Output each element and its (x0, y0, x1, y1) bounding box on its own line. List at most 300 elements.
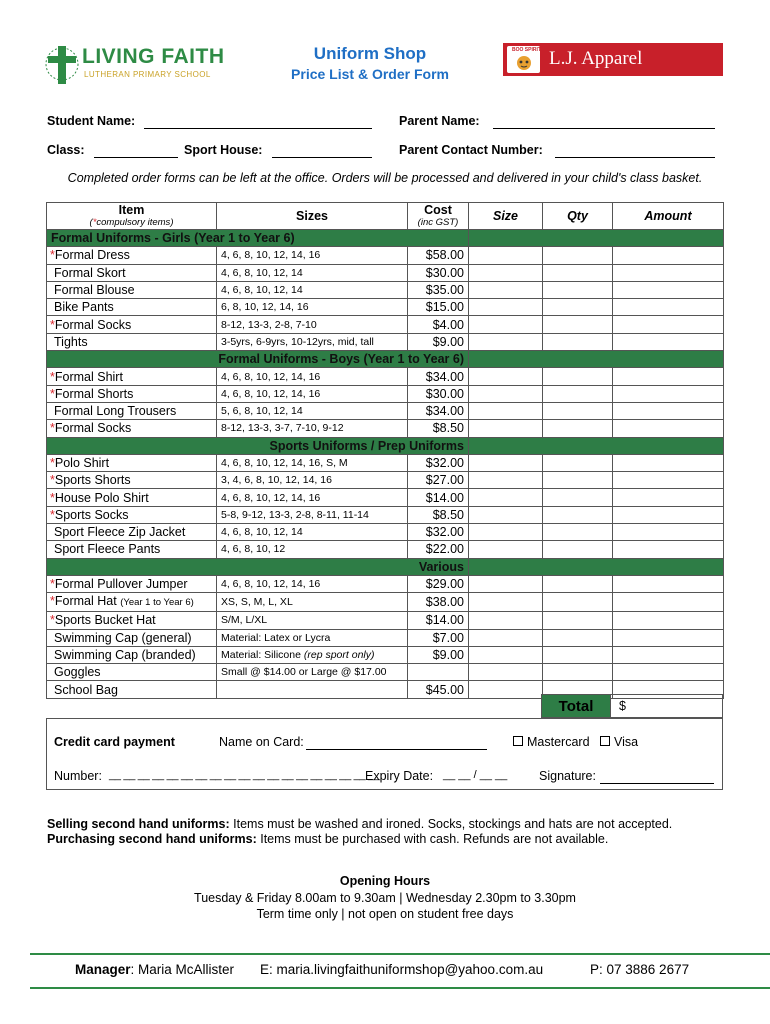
logo-subtitle: LUTHERAN PRIMARY SCHOOL (84, 70, 211, 79)
cross-icon (44, 42, 80, 88)
amount-input-cell[interactable] (613, 664, 724, 681)
section-filler (469, 230, 724, 247)
expiry-field[interactable]: __ __ / __ __ (443, 769, 508, 781)
amount-input-cell[interactable] (613, 420, 724, 437)
sizes-text: 4, 6, 8, 10, 12, 14, 16 (221, 370, 321, 383)
table-row (47, 420, 724, 437)
item-cell (47, 385, 217, 402)
item-cell (47, 454, 217, 471)
qty-input-cell[interactable] (543, 264, 613, 281)
size-input-cell[interactable] (469, 681, 543, 698)
sizes-text: 3, 4, 6, 8, 10, 12, 14, 16 (221, 474, 332, 487)
table-body (47, 230, 724, 699)
item-cell (47, 247, 217, 264)
size-input-cell[interactable] (469, 420, 543, 437)
required-star: * (50, 577, 55, 592)
required-star: * (50, 613, 55, 628)
price-table (46, 202, 724, 699)
cost-cell: $27.00 (408, 472, 469, 489)
sizes-cell (217, 454, 408, 471)
qty-input-cell[interactable] (543, 385, 613, 402)
required-star: * (92, 217, 97, 228)
card-number-label: Number: (54, 769, 102, 783)
sizes-text: 4, 6, 8, 10, 12, 14, 16 (221, 249, 321, 262)
amount-input-cell[interactable] (613, 368, 724, 385)
qty-input-cell[interactable] (543, 368, 613, 385)
qty-input-cell[interactable] (543, 612, 613, 629)
cost-cell: $29.00 (408, 575, 469, 592)
sizes-text: Material: Latex or Lycra (221, 631, 331, 644)
col-sizes-header: Sizes (217, 203, 408, 230)
item-name: Swimming Cap (branded) (54, 647, 196, 662)
item-cell (47, 264, 217, 281)
item-name: Goggles (54, 665, 101, 680)
col-cost-header (408, 203, 469, 230)
cost-cell: $14.00 (408, 489, 469, 506)
required-star: * (50, 456, 55, 470)
cost-cell: $34.00 (408, 402, 469, 419)
sizes-text: 4, 6, 8, 10, 12, 14, 16 (221, 578, 321, 591)
sizes-cell (217, 402, 408, 419)
sizes-text: 4, 6, 8, 10, 12 (221, 543, 286, 556)
col-qty-header: Qty (543, 203, 613, 230)
item-name: Sports Bucket Hat (54, 613, 156, 628)
table-row (47, 489, 724, 506)
table-row (47, 368, 724, 385)
size-input-cell[interactable] (469, 612, 543, 629)
cost-cell: $7.00 (408, 629, 469, 646)
item-cell (47, 281, 217, 298)
table-header-row (47, 203, 724, 230)
sizes-note: (rep sport only) (303, 648, 375, 661)
sport-house-field[interactable] (272, 143, 372, 158)
item-cell (47, 368, 217, 385)
item-name: Formal Skort (54, 265, 126, 280)
sizes-cell (217, 489, 408, 506)
section-header-row (47, 230, 724, 247)
table-row (47, 629, 724, 646)
size-input-cell[interactable] (469, 316, 543, 333)
required-star: * (50, 507, 55, 522)
section-title: Sports Uniforms / Prep Uniforms (47, 437, 469, 454)
mastercard-option[interactable] (513, 735, 590, 749)
qty-input-cell[interactable] (543, 506, 613, 523)
item-name: Bike Pants (54, 300, 114, 315)
purchasing-info-title: Purchasing second hand uniforms: (47, 832, 257, 846)
section-filler (469, 437, 724, 454)
amount-input-cell[interactable] (613, 316, 724, 333)
mastercard-label: Mastercard (527, 735, 590, 749)
amount-input-cell[interactable] (613, 506, 724, 523)
visa-checkbox[interactable] (600, 736, 610, 746)
required-star: * (50, 473, 55, 488)
item-name: Formal Socks (54, 317, 132, 332)
qty-input-cell[interactable] (543, 664, 613, 681)
item-name: Tights (54, 334, 88, 349)
sizes-cell (217, 646, 408, 663)
name-on-card-field[interactable] (306, 735, 487, 750)
footer-divider-bottom (30, 987, 770, 989)
amount-input-cell[interactable] (613, 247, 724, 264)
manager-label: Manager (75, 962, 131, 977)
size-input-cell[interactable] (469, 368, 543, 385)
item-name: Formal Shorts (54, 386, 134, 401)
sizes-text: 4, 6, 8, 10, 12, 14, 16 (221, 491, 321, 504)
qty-input-cell[interactable] (543, 472, 613, 489)
item-cell (47, 612, 217, 629)
table-row (47, 524, 724, 541)
item-cell (47, 541, 217, 558)
item-name: Formal Hat (54, 594, 117, 609)
table-row (47, 281, 724, 298)
table-row (47, 264, 724, 281)
sizes-cell (217, 281, 408, 298)
selling-info-title: Selling second hand uniforms: (47, 817, 230, 831)
amount-input-cell[interactable] (613, 281, 724, 298)
contact-phone: P: 07 3886 2677 (590, 962, 690, 977)
cost-cell: $30.00 (408, 264, 469, 281)
amount-input-cell[interactable] (613, 402, 724, 419)
sizes-text: 8-12, 13-3, 2-8, 7-10 (221, 318, 317, 331)
item-name: Sports Shorts (54, 473, 131, 488)
col-item-note-text: compulsory items (96, 217, 171, 228)
col-item-note: (*compulsory items) (89, 217, 174, 228)
item-name: Sports Socks (54, 507, 129, 522)
size-input-cell[interactable] (469, 454, 543, 471)
amount-input-cell[interactable] (613, 524, 724, 541)
cost-cell: $9.00 (408, 646, 469, 663)
size-input-cell[interactable] (469, 299, 543, 316)
required-star: * (50, 369, 55, 384)
qty-input-cell[interactable] (543, 454, 613, 471)
expiry-label: Expiry Date: (365, 769, 434, 783)
cost-cell: $4.00 (408, 316, 469, 333)
table-row (47, 593, 724, 612)
cost-cell: $14.00 (408, 612, 469, 629)
opening-hours-line1: Tuesday & Friday 8.00am to 9.30am | Wednesday 2.30pm to 3.30pm (194, 891, 576, 905)
item-cell (47, 664, 217, 681)
item-cell (47, 506, 217, 523)
section-filler (469, 351, 724, 368)
total-field[interactable]: $ (611, 694, 723, 718)
table-row (47, 316, 724, 333)
sizes-cell (217, 593, 408, 612)
item-name: Formal Socks (54, 421, 132, 436)
item-cell (47, 681, 217, 698)
table-row (47, 333, 724, 350)
table-row (47, 402, 724, 419)
footer-divider-top (30, 953, 770, 955)
sizes-cell (217, 541, 408, 558)
item-name: Polo Shirt (54, 456, 110, 470)
credit-card-title: Credit card payment (54, 735, 175, 749)
table-row (47, 612, 724, 629)
item-cell (47, 646, 217, 663)
qty-input-cell[interactable] (543, 299, 613, 316)
required-star: * (50, 317, 55, 332)
size-input-cell[interactable] (469, 281, 543, 298)
cost-cell: $34.00 (408, 368, 469, 385)
class-field[interactable] (94, 143, 178, 158)
size-input-cell[interactable] (469, 541, 543, 558)
sizes-text: 4, 6, 8, 10, 12, 14 (221, 526, 303, 539)
col-cost-label: Cost (424, 203, 452, 217)
item-name: Sport Fleece Zip Jacket (54, 525, 186, 540)
amount-input-cell[interactable] (613, 646, 724, 663)
amount-input-cell[interactable] (613, 575, 724, 592)
item-cell (47, 629, 217, 646)
section-title: Formal Uniforms - Girls (Year 1 to Year 6) (47, 230, 469, 247)
cost-cell: $32.00 (408, 454, 469, 471)
size-input-cell[interactable] (469, 506, 543, 523)
amount-input-cell[interactable] (613, 612, 724, 629)
section-header-row (47, 558, 724, 575)
sizes-cell (217, 629, 408, 646)
cost-cell: $32.00 (408, 524, 469, 541)
col-amount-header: Amount (613, 203, 724, 230)
qty-input-cell[interactable] (543, 316, 613, 333)
qty-input-cell[interactable] (543, 593, 613, 612)
sizes-cell (217, 472, 408, 489)
item-name: Formal Shirt (54, 369, 123, 384)
col-item-label: Item (118, 203, 145, 217)
sizes-text: 4, 6, 8, 10, 12, 14 (221, 266, 303, 279)
sizes-cell (217, 612, 408, 629)
col-size-header: Size (469, 203, 543, 230)
item-cell (47, 575, 217, 592)
parent-contact-field[interactable] (555, 143, 715, 158)
required-star: * (50, 594, 55, 609)
brand-name: L.J. Apparel (549, 48, 643, 69)
sizes-cell (217, 664, 408, 681)
table-row (47, 247, 724, 264)
section-header-row (47, 437, 724, 454)
qty-input-cell[interactable] (543, 575, 613, 592)
size-input-cell[interactable] (469, 264, 543, 281)
qty-input-cell[interactable] (543, 541, 613, 558)
sport-house-label: Sport House: (184, 143, 263, 157)
cost-cell (408, 664, 469, 681)
required-star: * (50, 421, 55, 436)
item-cell (47, 299, 217, 316)
qty-input-cell[interactable] (543, 247, 613, 264)
manager-info (75, 962, 234, 977)
amount-input-cell[interactable] (613, 541, 724, 558)
cost-cell: $9.00 (408, 333, 469, 350)
parent-contact-label: Parent Contact Number: (399, 143, 543, 157)
qty-input-cell[interactable] (543, 420, 613, 437)
required-star: * (50, 248, 55, 263)
section-title: Various (47, 558, 469, 575)
item-name: Formal Long Trousers (54, 404, 177, 419)
table-row (47, 454, 724, 471)
qty-input-cell[interactable] (543, 402, 613, 419)
item-cell (47, 489, 217, 506)
section-header-row (47, 351, 724, 368)
table-row (47, 646, 724, 663)
qty-input-cell[interactable] (543, 524, 613, 541)
size-input-cell[interactable] (469, 333, 543, 350)
badge-text: BOO SPIRIT (512, 47, 541, 53)
sizes-cell (217, 524, 408, 541)
item-name: House Polo Shirt (54, 490, 149, 505)
item-cell (47, 593, 217, 612)
sizes-cell (217, 420, 408, 437)
parent-name-field[interactable] (493, 114, 715, 129)
sizes-cell (217, 385, 408, 402)
signature-label: Signature: (539, 769, 596, 783)
sizes-cell (217, 316, 408, 333)
cost-cell: $38.00 (408, 593, 469, 612)
student-name-label: Student Name: (47, 114, 136, 128)
sizes-text: 6, 8, 10, 12, 14, 16 (221, 301, 309, 314)
sizes-cell (217, 247, 408, 264)
item-cell (47, 333, 217, 350)
table-row (47, 385, 724, 402)
qty-input-cell[interactable] (543, 646, 613, 663)
logo-title: LIVING FAITH (82, 45, 225, 68)
sizes-text: 5-8, 9-12, 13-3, 2-8, 8-11, 11-14 (221, 508, 369, 521)
sizes-cell (217, 333, 408, 350)
item-cell (47, 524, 217, 541)
item-cell (47, 420, 217, 437)
table-row (47, 506, 724, 523)
mascot-icon (515, 53, 533, 71)
size-input-cell[interactable] (469, 646, 543, 663)
sizes-cell (217, 681, 408, 698)
mastercard-checkbox[interactable] (513, 736, 523, 746)
selling-info-text: Items must be washed and ironed. Socks, stockings and hats are not accepted. (233, 817, 673, 831)
brand-logo (503, 43, 723, 76)
col-item-header (47, 203, 217, 230)
visa-option[interactable] (600, 735, 638, 749)
size-input-cell[interactable] (469, 489, 543, 506)
size-input-cell[interactable] (469, 472, 543, 489)
sizes-text: Material: Silicone (221, 648, 301, 661)
qty-input-cell[interactable] (543, 629, 613, 646)
amount-input-cell[interactable] (613, 264, 724, 281)
required-star: * (50, 386, 55, 401)
size-input-cell[interactable] (469, 524, 543, 541)
item-name: Formal Dress (54, 248, 130, 263)
sizes-cell (217, 368, 408, 385)
required-star: * (50, 490, 55, 505)
item-name: Formal Blouse (54, 283, 135, 298)
page-title: Uniform Shop (313, 44, 427, 63)
amount-input-cell[interactable] (613, 593, 724, 612)
class-label: Class: (47, 143, 85, 157)
cost-cell: $15.00 (408, 299, 469, 316)
amount-input-cell[interactable] (613, 489, 724, 506)
section-title: Formal Uniforms - Boys (Year 1 to Year 6) (47, 351, 469, 368)
contact-email[interactable]: E: maria.livingfaithuniformshop@yahoo.com.au (260, 962, 544, 977)
total-label: Total (541, 694, 611, 718)
col-cost-note: (inc GST) (417, 217, 459, 228)
cost-cell: $45.00 (408, 681, 469, 698)
school-logo (44, 42, 244, 88)
sizes-text: 3-5yrs, 6-9yrs, 10-12yrs, mid, tall (221, 335, 374, 348)
opening-hours-line2: Term time only | not open on student free days (256, 907, 514, 921)
manager-name: : Maria McAllister (130, 962, 235, 977)
amount-input-cell[interactable] (613, 629, 724, 646)
selling-info (47, 817, 672, 831)
cost-cell: $8.50 (408, 506, 469, 523)
sizes-text: 4, 6, 8, 10, 12, 14, 16 (221, 387, 321, 400)
sizes-text: S/M, L/XL (221, 614, 268, 627)
opening-hours-title: Opening Hours (339, 874, 431, 888)
size-input-cell[interactable] (469, 247, 543, 264)
sizes-text: XS, S, M, L, XL (221, 596, 293, 609)
item-name: Formal Pullover Jumper (54, 577, 188, 592)
qty-input-cell[interactable] (543, 489, 613, 506)
sizes-cell (217, 575, 408, 592)
item-cell (47, 472, 217, 489)
table-row (47, 664, 724, 681)
sizes-text: 8-12, 13-3, 3-7, 7-10, 9-12 (221, 422, 344, 435)
name-on-card-label: Name on Card: (219, 735, 304, 749)
table-row (47, 299, 724, 316)
item-cell (47, 316, 217, 333)
section-filler (469, 558, 724, 575)
size-input-cell[interactable] (469, 629, 543, 646)
amount-input-cell[interactable] (613, 454, 724, 471)
table-row (47, 575, 724, 592)
qty-input-cell[interactable] (543, 281, 613, 298)
table-row (47, 541, 724, 558)
item-note: (Year 1 to Year 6) (120, 597, 194, 609)
size-input-cell[interactable] (469, 575, 543, 592)
sizes-cell (217, 506, 408, 523)
size-input-cell[interactable] (469, 385, 543, 402)
size-input-cell[interactable] (469, 664, 543, 681)
sizes-cell (217, 264, 408, 281)
credit-card-section (46, 718, 723, 790)
item-cell (47, 402, 217, 419)
qty-input-cell[interactable] (543, 333, 613, 350)
cost-cell: $35.00 (408, 281, 469, 298)
size-input-cell[interactable] (469, 593, 543, 612)
purchasing-info (47, 832, 608, 846)
signature-field[interactable] (600, 769, 714, 784)
item-name: Swimming Cap (general) (54, 630, 192, 645)
purchasing-info-text: Items must be purchased with cash. Refunds are not available. (260, 832, 609, 846)
item-name: School Bag (54, 682, 118, 697)
amount-input-cell[interactable] (613, 333, 724, 350)
size-input-cell[interactable] (469, 402, 543, 419)
item-name: Sport Fleece Pants (54, 542, 161, 557)
cost-cell: $22.00 (408, 541, 469, 558)
page-subtitle: Price List & Order Form (291, 66, 449, 82)
amount-input-cell[interactable] (613, 299, 724, 316)
cost-cell: $58.00 (408, 247, 469, 264)
amount-input-cell[interactable] (613, 385, 724, 402)
sizes-text: 4, 6, 8, 10, 12, 14, 16, S, M (221, 457, 348, 469)
order-note: Completed order forms can be left at the office. Orders will be processed and delivered in your child's class basket. (67, 171, 703, 185)
sizes-text: Small @ $14.00 or Large @ $17.00 (221, 666, 387, 679)
card-number-field[interactable]: __ __ __ __ __ __ __ __ __ __ __ __ __ __ __ __ __ __ __ (109, 769, 380, 781)
mascot-badge (507, 46, 540, 73)
visa-label: Visa (614, 735, 639, 749)
sizes-text: 4, 6, 8, 10, 12, 14 (221, 284, 303, 297)
amount-input-cell[interactable] (613, 472, 724, 489)
cost-cell: $30.00 (408, 385, 469, 402)
parent-name-label: Parent Name: (399, 114, 480, 128)
table-row (47, 472, 724, 489)
cost-cell: $8.50 (408, 420, 469, 437)
student-name-field[interactable] (144, 114, 372, 129)
sizes-text: 5, 6, 8, 10, 12, 14 (221, 405, 303, 418)
sizes-cell (217, 299, 408, 316)
